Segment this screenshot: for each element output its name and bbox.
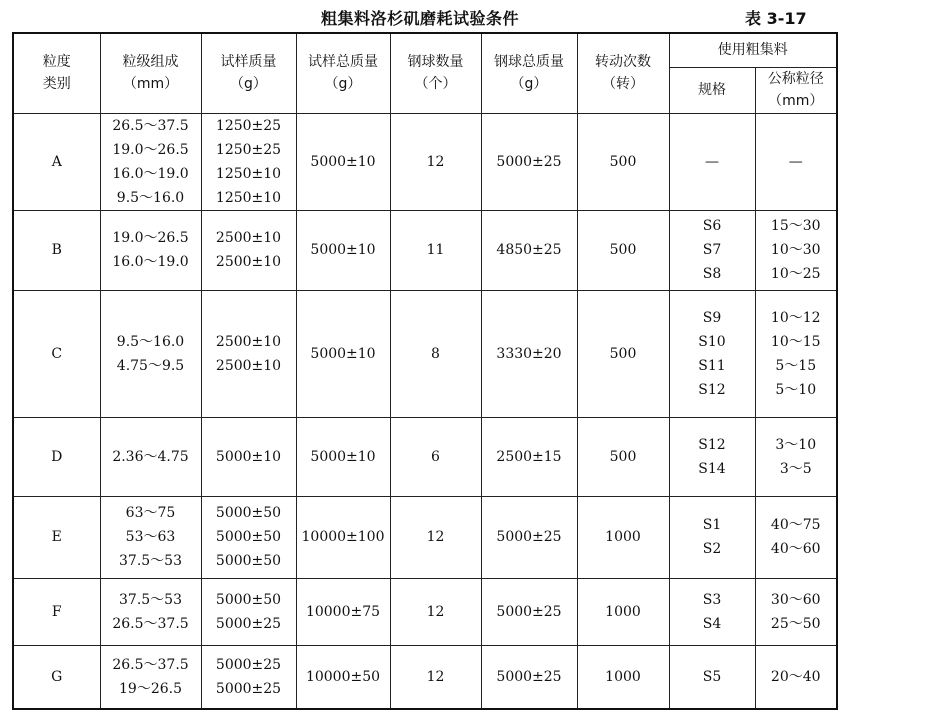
nominal-line: 30～60 xyxy=(770,591,821,608)
grading-line: 19.0～26.5 xyxy=(112,141,189,158)
header-total-mass: 试样总质量 （g） xyxy=(296,33,390,113)
spec-line: S12 xyxy=(698,436,726,453)
los-angeles-abrasion-table xyxy=(12,32,838,710)
grading-line: 26.5～37.5 xyxy=(112,656,189,673)
table-row xyxy=(13,210,837,290)
spec-line: S8 xyxy=(702,266,722,282)
sample-mass-line: 5000±50 xyxy=(215,553,282,569)
sample-mass-line: 1250±25 xyxy=(215,141,282,158)
cell-ball-count: 12 xyxy=(390,578,481,645)
cell-grading xyxy=(100,113,201,210)
sample-mass-line: 2500±10 xyxy=(215,333,282,350)
grading-line: 37.5～53 xyxy=(119,591,182,608)
cell-sample-mass xyxy=(201,578,296,645)
cell-nominal xyxy=(755,578,837,645)
cell-ball-mass: 2500±15 xyxy=(481,417,577,496)
cell-total-mass: 10000±50 xyxy=(296,645,390,709)
nominal-line: 3～10 xyxy=(775,436,817,453)
nominal-line: 3～5 xyxy=(779,460,812,477)
table-row xyxy=(13,417,837,496)
cell-spec xyxy=(669,578,755,645)
sample-mass-line: 5000±50 xyxy=(215,591,282,608)
grading-line: 2.36～4.75 xyxy=(112,448,189,465)
cell-spec xyxy=(669,210,755,290)
grading-line: 16.0～19.0 xyxy=(112,254,189,270)
cell-total-mass: 10000±100 xyxy=(296,496,390,578)
cell-category: D xyxy=(13,417,100,496)
nominal-line: 25～50 xyxy=(770,615,821,632)
cell-total-mass: 5000±10 xyxy=(296,417,390,496)
cell-grading xyxy=(100,496,201,578)
nominal-line: 5～15 xyxy=(775,357,817,374)
cell-ball-count: 12 xyxy=(390,645,481,709)
cell-ball-count: 6 xyxy=(390,417,481,496)
table-title: 粗集料洛杉矶磨耗试验条件 xyxy=(320,9,519,28)
cell-grading xyxy=(100,290,201,417)
header-grading: 粒级组成 （mm） xyxy=(100,33,201,113)
spec-line: S4 xyxy=(702,615,722,632)
cell-revolutions: 500 xyxy=(577,210,669,290)
cell-grading xyxy=(100,645,201,709)
spec-line: S9 xyxy=(702,309,722,326)
grading-line: 63～75 xyxy=(125,505,176,521)
spec-line: S12 xyxy=(698,381,726,398)
nominal-line: 10～15 xyxy=(770,333,821,350)
cell-nominal xyxy=(755,496,837,578)
nominal-line: 10～25 xyxy=(770,266,821,282)
sample-mass-line: 5000±25 xyxy=(215,615,282,632)
header-ball-count: 钢球数量 （个） xyxy=(390,33,481,113)
cell-revolutions: 500 xyxy=(577,290,669,417)
nominal-line: 40～60 xyxy=(770,541,821,557)
cell-sample-mass xyxy=(201,113,296,210)
cell-total-mass: 5000±10 xyxy=(296,113,390,210)
sample-mass-line: 1250±10 xyxy=(215,165,282,182)
spec-line: S14 xyxy=(698,460,726,477)
grading-line: 16.0～19.0 xyxy=(112,165,189,182)
cell-total-mass: 5000±10 xyxy=(296,210,390,290)
header-sample-mass: 试样质量 （g） xyxy=(201,33,296,113)
sample-mass-line: 2500±10 xyxy=(215,254,282,270)
header-spec: 规格 xyxy=(669,67,755,113)
cell-revolutions: 1000 xyxy=(577,645,669,709)
sample-mass-line: 1250±10 xyxy=(215,189,282,206)
cell-grading xyxy=(100,417,201,496)
nominal-line: — xyxy=(788,153,803,170)
cell-revolutions: 500 xyxy=(577,417,669,496)
cell-sample-mass xyxy=(201,645,296,709)
grading-line: 53～63 xyxy=(125,529,176,545)
spec-line: S7 xyxy=(702,242,722,258)
header-nominal-size: 公称粒径 （mm） xyxy=(755,67,837,113)
header-revolutions: 转动次数 （转） xyxy=(577,33,669,113)
cell-ball-count: 8 xyxy=(390,290,481,417)
grading-line: 19.0～26.5 xyxy=(112,230,189,246)
nominal-line: 20～40 xyxy=(770,668,821,685)
header-aggregate: 使用粗集料 xyxy=(669,33,837,67)
cell-category: F xyxy=(13,578,100,645)
table-number: 表 3-17 xyxy=(745,9,807,28)
cell-revolutions: 1000 xyxy=(577,578,669,645)
cell-category: G xyxy=(13,645,100,709)
cell-total-mass: 10000±75 xyxy=(296,578,390,645)
cell-nominal xyxy=(755,210,837,290)
cell-sample-mass xyxy=(201,210,296,290)
nominal-line: 5～10 xyxy=(775,381,817,398)
cell-category: C xyxy=(13,290,100,417)
grading-line: 26.5～37.5 xyxy=(112,615,189,632)
nominal-line: 40～75 xyxy=(770,517,821,533)
cell-nominal xyxy=(755,417,837,496)
grading-line: 37.5～53 xyxy=(119,553,182,569)
grading-line: 19～26.5 xyxy=(119,680,182,697)
cell-nominal xyxy=(755,645,837,709)
sample-mass-line: 2500±10 xyxy=(215,230,282,246)
sample-mass-line: 5000±50 xyxy=(215,505,282,521)
header-category: 粒度 类别 xyxy=(13,33,100,113)
cell-ball-mass: 3330±20 xyxy=(481,290,577,417)
spec-line: S1 xyxy=(702,517,722,533)
cell-grading xyxy=(100,210,201,290)
cell-spec xyxy=(669,645,755,709)
cell-nominal xyxy=(755,113,837,210)
table-row xyxy=(13,496,837,578)
grading-line: 9.5～16.0 xyxy=(116,333,185,350)
cell-sample-mass xyxy=(201,496,296,578)
sample-mass-line: 1250±25 xyxy=(215,117,282,134)
cell-nominal xyxy=(755,290,837,417)
cell-spec xyxy=(669,113,755,210)
nominal-line: 10～12 xyxy=(770,309,821,326)
cell-total-mass: 5000±10 xyxy=(296,290,390,417)
table-row xyxy=(13,645,837,709)
cell-ball-count: 12 xyxy=(390,113,481,210)
sample-mass-line: 5000±50 xyxy=(215,529,282,545)
spec-line: S2 xyxy=(702,541,722,557)
cell-spec xyxy=(669,496,755,578)
cell-ball-count: 11 xyxy=(390,210,481,290)
grading-line: 4.75～9.5 xyxy=(116,357,185,374)
spec-line: S11 xyxy=(698,357,726,374)
grading-line: 9.5～16.0 xyxy=(116,189,185,206)
sample-mass-line: 5000±10 xyxy=(215,448,282,465)
cell-ball-mass: 5000±25 xyxy=(481,578,577,645)
grading-line: 26.5～37.5 xyxy=(112,117,189,134)
spec-line: — xyxy=(705,153,719,170)
cell-category: E xyxy=(13,496,100,578)
table-row xyxy=(13,578,837,645)
spec-line: S6 xyxy=(702,218,722,234)
spec-line: S3 xyxy=(702,591,722,608)
cell-sample-mass xyxy=(201,290,296,417)
cell-ball-count: 12 xyxy=(390,496,481,578)
cell-revolutions: 500 xyxy=(577,113,669,210)
sample-mass-line: 5000±25 xyxy=(215,656,282,673)
cell-spec xyxy=(669,417,755,496)
sample-mass-line: 2500±10 xyxy=(215,357,282,374)
cell-ball-mass: 5000±25 xyxy=(481,496,577,578)
spec-line: S5 xyxy=(702,668,722,685)
cell-category: A xyxy=(13,113,100,210)
sample-mass-line: 5000±25 xyxy=(215,680,282,697)
table-row xyxy=(13,113,837,210)
cell-ball-mass: 4850±25 xyxy=(481,210,577,290)
cell-revolutions: 1000 xyxy=(577,496,669,578)
header-ball-mass: 钢球总质量 （g） xyxy=(481,33,577,113)
cell-sample-mass xyxy=(201,417,296,496)
table-body xyxy=(13,113,837,709)
cell-ball-mass: 5000±25 xyxy=(481,113,577,210)
cell-ball-mass: 5000±25 xyxy=(481,645,577,709)
cell-grading xyxy=(100,578,201,645)
nominal-line: 10～30 xyxy=(770,242,821,258)
nominal-line: 15～30 xyxy=(770,218,821,234)
spec-line: S10 xyxy=(698,333,726,350)
cell-category: B xyxy=(13,210,100,290)
table-row xyxy=(13,290,837,417)
cell-spec xyxy=(669,290,755,417)
